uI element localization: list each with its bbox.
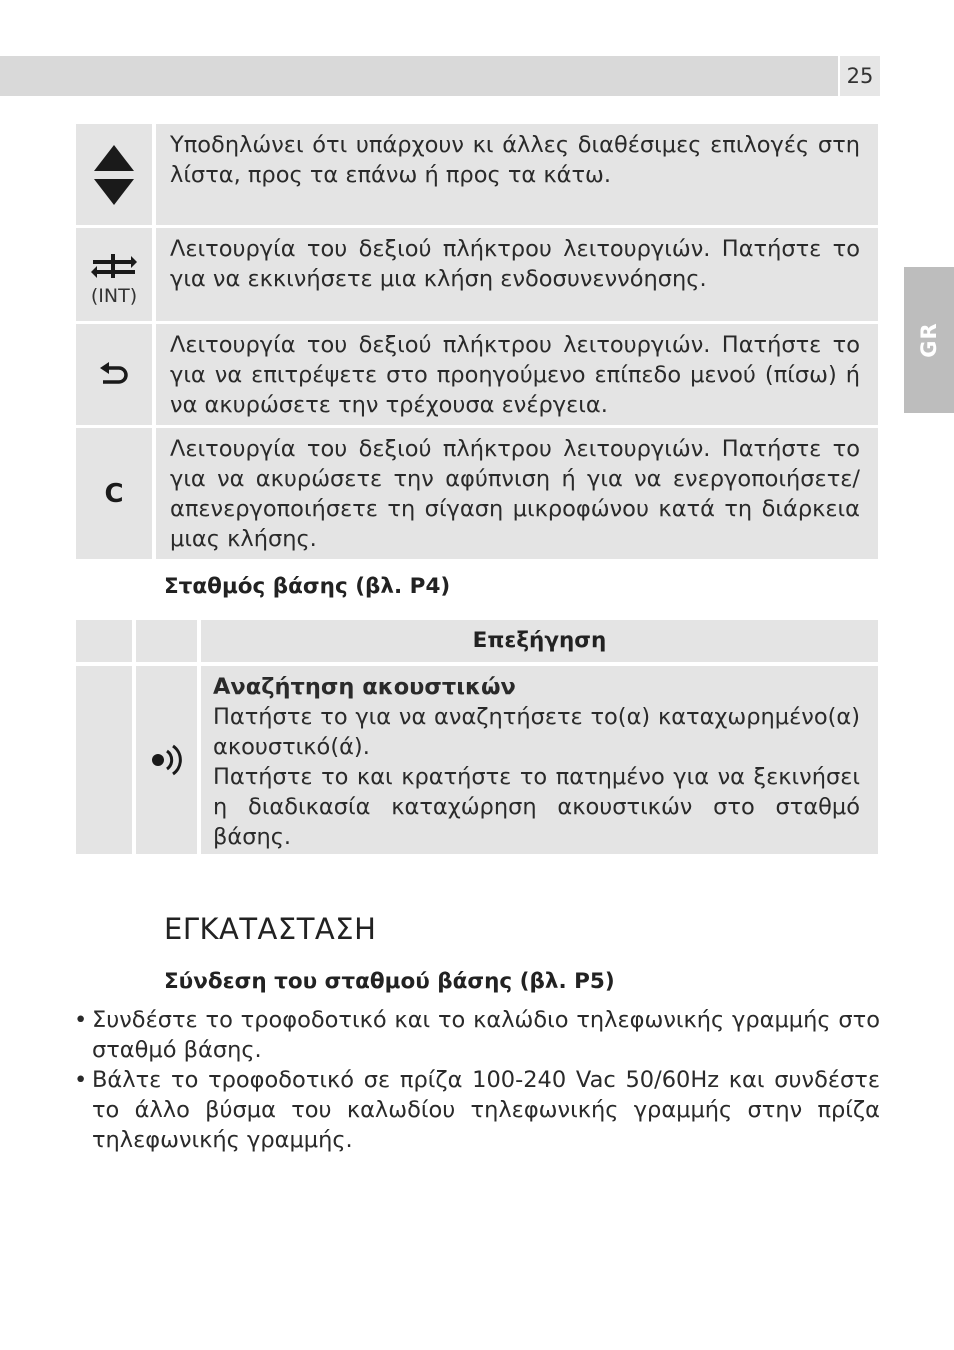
paging-description (201, 666, 878, 854)
intercom-label: (INT) (90, 284, 138, 307)
scroll-up-down-icon (92, 143, 136, 207)
key-description: Λειτουργία του δεξιού πλήκτρου λειτουργιών. Πατήστε το για να εκκινήσετε μια κλήση ενδοσυνεννόησης. (156, 228, 878, 321)
header-bar (0, 56, 838, 96)
paging-text-1: Πατήστε το για να αναζητήσετε το(α) καταχωρημένο(α) ακουστικό(ά). (213, 704, 860, 760)
back-arrow-icon (99, 362, 129, 388)
c-key-icon: C (104, 478, 124, 509)
installation-subheading: Σύνδεση του σταθμού βάσης (βλ. P5) (164, 969, 615, 994)
paging-title: Αναζήτηση ακουστικών (213, 674, 516, 700)
icon-cell-c (76, 428, 152, 559)
key-description: Υποδηλώνει ότι υπάρχουν κι άλλες διαθέσιμες επιλογές στη λίστα, προς τα επάνω ή προς τα κάτω. (156, 124, 878, 225)
page-number: 25 (840, 56, 880, 96)
installation-title: ΕΓΚΑΤΑΣΤΑΣΗ (164, 912, 377, 946)
header-cell-icon (136, 620, 197, 662)
icon-cell-intercom (76, 228, 152, 321)
icon-cell-back (76, 324, 152, 425)
row-cell-empty (76, 666, 132, 854)
intercom-icon (91, 251, 137, 281)
list-item: • Βάλτε το τροφοδοτικό σε πρίζα 100-240 Vac 50/60Hz και συνδέστε το άλλο βύσμα του καλωδίου τηλεφωνικής γραμμής στην πρίζα τηλεφωνικής γραμμής. (74, 1065, 880, 1155)
list-item: • Συνδέστε το τροφοδοτικό και το καλώδιο τηλεφωνικής γραμμής στο σταθμό βάσης. (74, 1005, 880, 1065)
icon-cell-scroll (76, 124, 152, 225)
icon-cell-paging (136, 666, 197, 854)
language-tab-label: GR (917, 322, 941, 358)
header-cell-empty (76, 620, 132, 662)
key-description: Λειτουργία του δεξιού πλήκτρου λειτουργιών. Πατήστε το για να επιτρέψετε στο προηγούμενο επίπεδο μενού (πίσω) ή να ακυρώσετε την τρέχουσα ενέργεια. (156, 324, 878, 425)
key-description: Λειτουργία του δεξιού πλήκτρου λειτουργιών. Πατήστε το για να ακυρώσετε την αφύπνιση ή για να ενεργοποιήσετε/ απενεργοποιήσετε τη σίγαση μικροφώνου κατά τη διάρκεια μιας κλήσης. (156, 428, 878, 559)
paging-text-2: Πατήστε το και κρατήστε το πατημένο για να ξεκινήσει η διαδικασία καταχώρηση ακουστικών στο σταθμό βάσης. (213, 764, 860, 850)
language-tab (904, 267, 954, 413)
header-explanation: Επεξήγηση (201, 620, 878, 662)
installation-steps (74, 1005, 880, 1155)
paging-icon (149, 742, 185, 778)
base-station-heading: Σταθμός βάσης (βλ. P4) (164, 574, 451, 599)
